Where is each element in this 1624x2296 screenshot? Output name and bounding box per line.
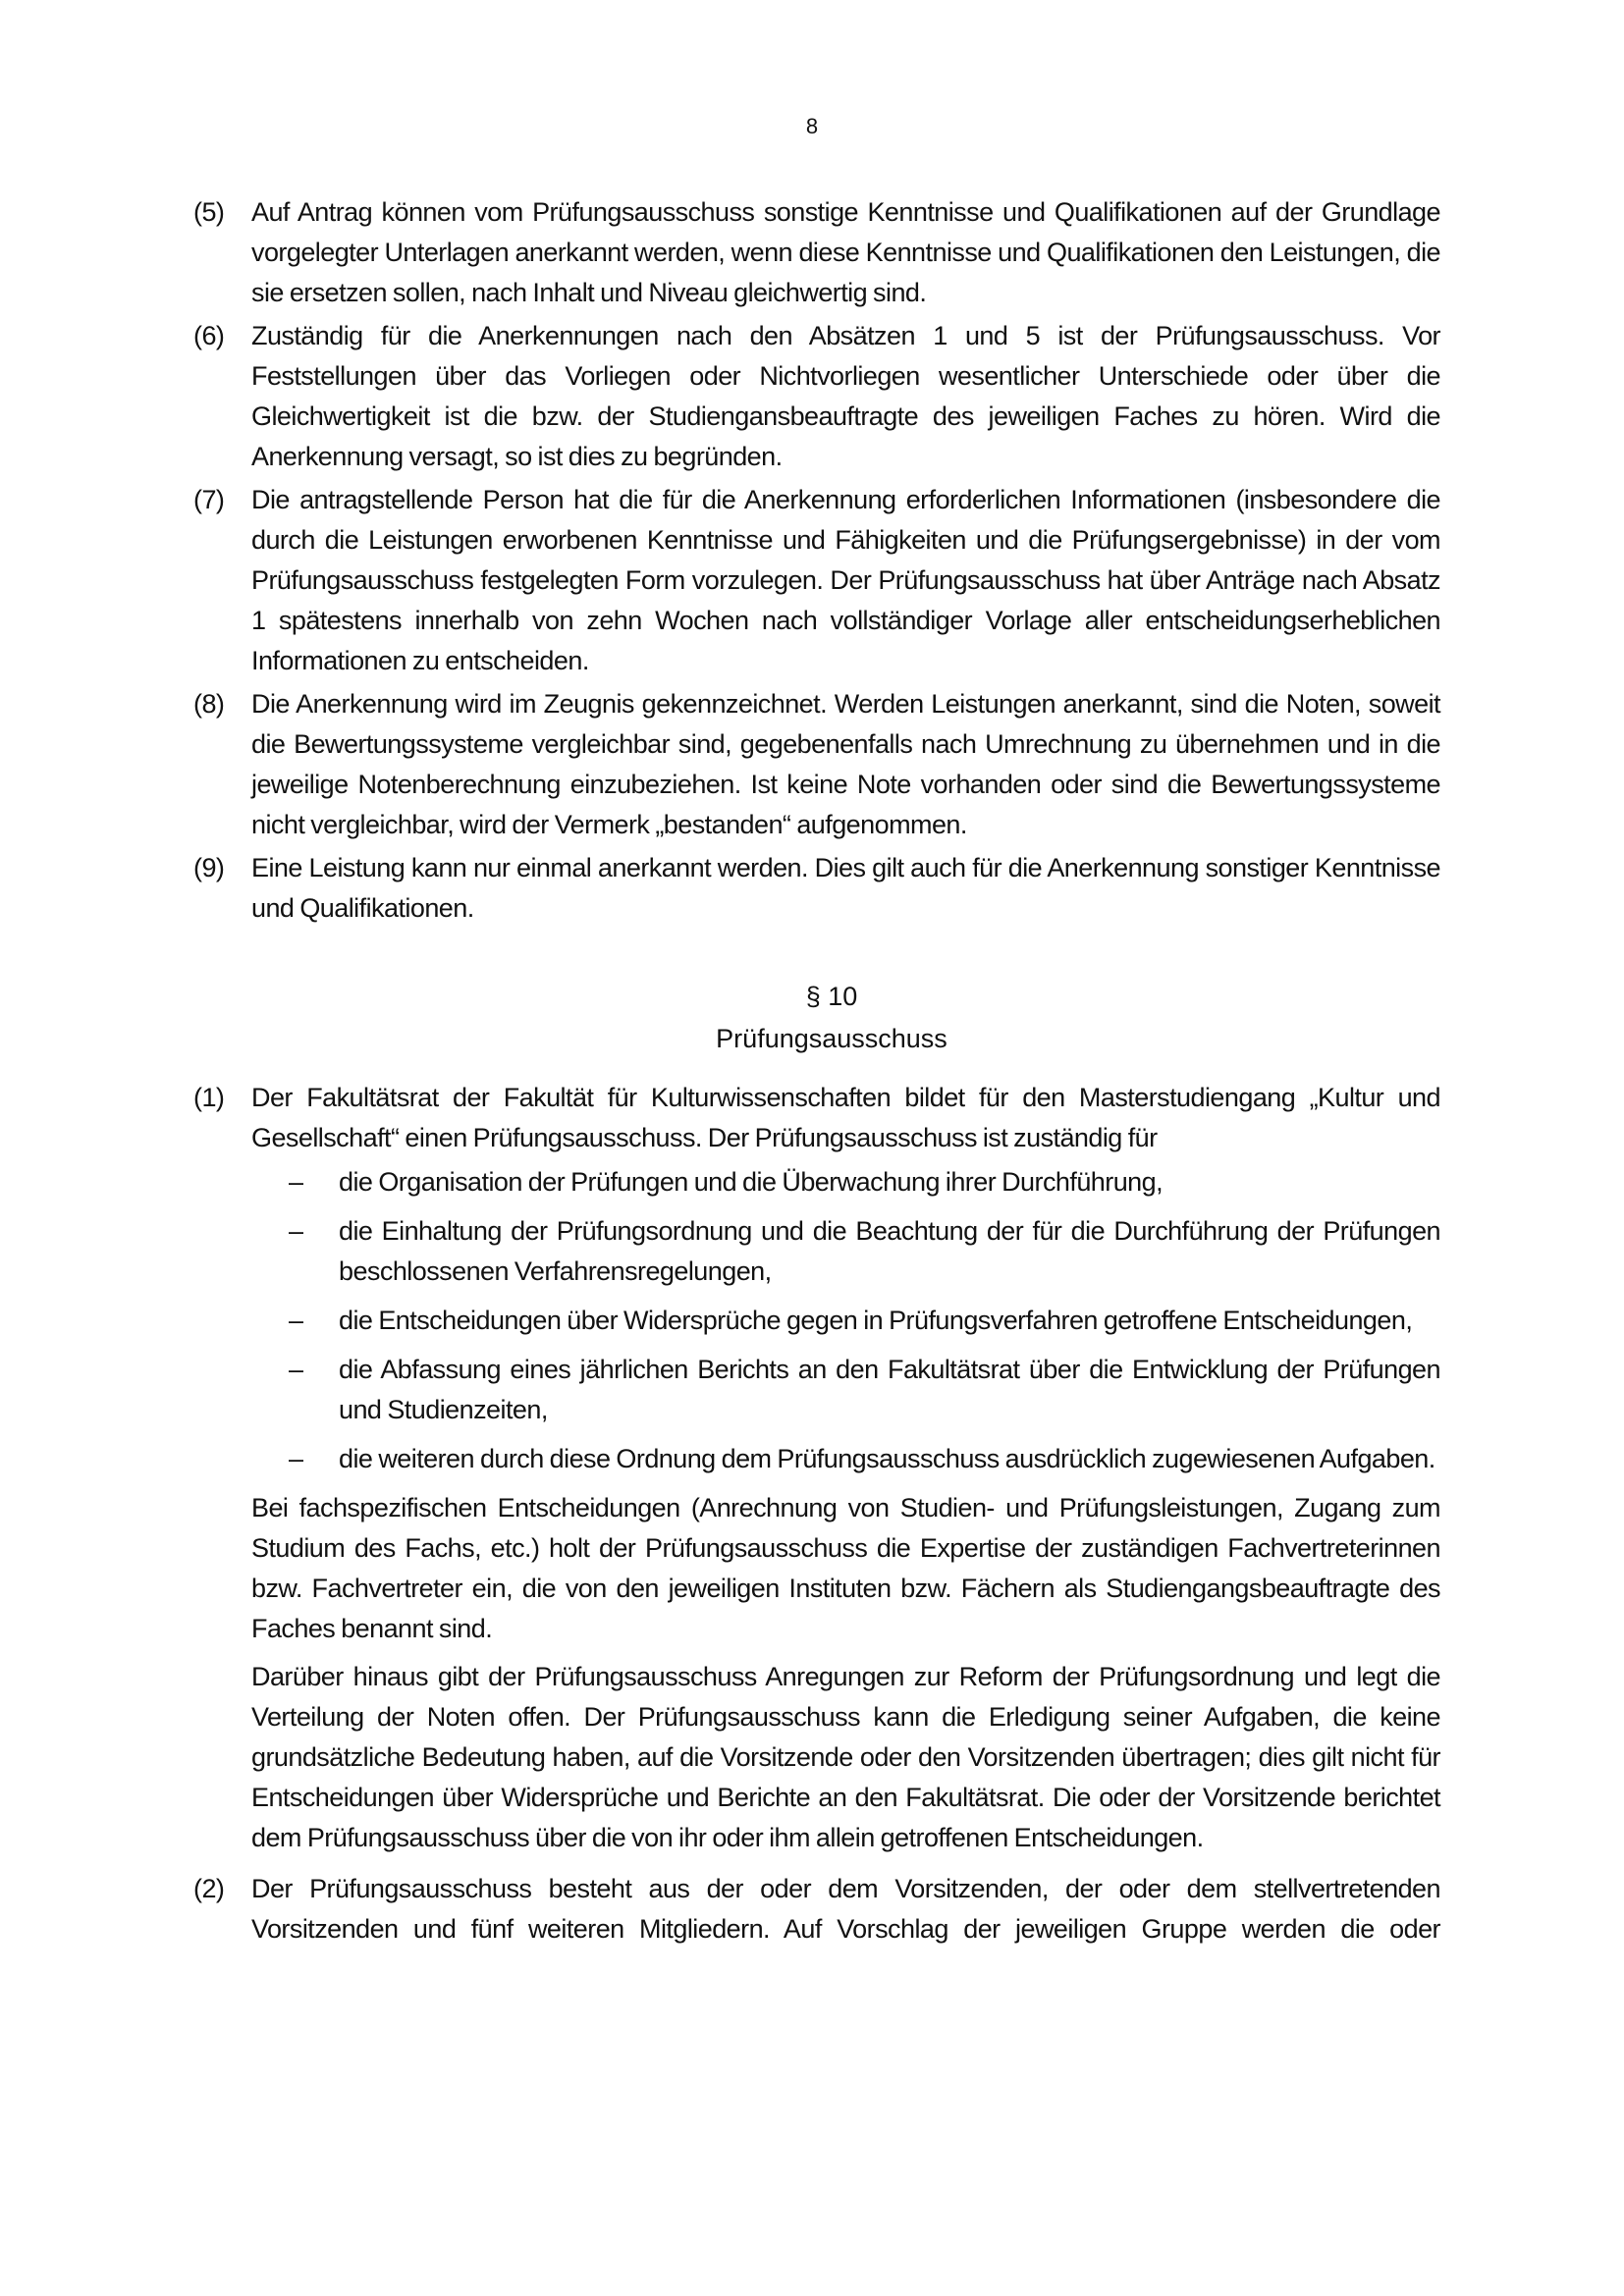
paragraph-9: [193, 848, 1440, 929]
page-number: 8: [805, 114, 819, 138]
paragraph-text: Der Prüfungsausschuss besteht aus der oder dem Vorsitzenden, der oder dem stellvertretenden Vorsitzenden und fünf weiteren Mitgliedern. Auf Vorschlag der jeweiligen Gruppe werden die oder: [251, 1874, 1440, 1944]
paragraph-text: Die Anerkennung wird im Zeugnis gekennzeichnet. Werden Leistungen anerkannt, sind die Noten, soweit die Bewertungssysteme vergleichbar sind, gegebenenfalls nach Umrechnung zu übernehmen und in die jeweilige Notenberechnung einzubeziehen. Ist keine Note vorhanden oder sind die Bewertungssysteme nicht vergleichbar, wird der Vermerk „bestanden“ aufgenommen.: [251, 689, 1440, 839]
paragraph-number: (8): [193, 689, 225, 719]
list-item: – die Abfassung eines jährlichen Berichts an den Fakultätsrat über die Entwicklung der Prüfungen und Studienzeiten,: [251, 1350, 1440, 1430]
section-paragraph-1: [193, 1078, 1440, 1866]
section-number: § 10: [805, 982, 858, 1011]
dash-bullet: –: [289, 1355, 303, 1384]
dash-bullet: –: [289, 1444, 303, 1473]
paragraph-number: (5): [193, 197, 225, 227]
paragraph-5: [193, 192, 1440, 313]
list-item: – die weiteren durch diese Ordnung dem Prüfungsausschuss ausdrücklich zugewiesenen Aufgaben.: [251, 1439, 1440, 1479]
paragraph-7: [193, 480, 1440, 681]
paragraph-6: [193, 316, 1440, 477]
section-heading: [193, 976, 1440, 1060]
paragraph-text: Die antragstellende Person hat die für die Anerkennung erforderlichen Informationen (insbesondere die durch die Leistungen erworbenen Kenntnisse und Fähigkeiten und die Prüfungsergebnisse) in der vom Prüfungsausschuss festgelegten Form vorzulegen. Der Prüfungsausschuss hat über Anträge nach Absatz 1 spätestens innerhalb von zehn Wochen nach vollständiger Vorlage aller entscheidungserheblichen Informationen zu entscheiden.: [251, 485, 1440, 675]
paragraph-number: (2): [193, 1874, 225, 1903]
list-item: – die Organisation der Prüfungen und die Überwachung ihrer Durchführung,: [251, 1162, 1440, 1202]
section-paragraph-2: [193, 1869, 1440, 1949]
paragraph-intro: Der Fakultätsrat der Fakultät für Kulturwissenschaften bildet für den Masterstudiengang „Kultur und Gesellschaft“ einen Prüfungsausschuss. Der Prüfungsausschuss ist zuständig für: [251, 1083, 1440, 1152]
section-title: Prüfungsausschuss: [716, 1024, 947, 1053]
dash-bullet: –: [289, 1306, 303, 1335]
list-item: – die Einhaltung der Prüfungsordnung und die Beachtung der für die Durchführung der Prüfungen beschlossenen Verfahrensregelungen,: [251, 1211, 1440, 1292]
paragraph-text: Eine Leistung kann nur einmal anerkannt werden. Dies gilt auch für die Anerkennung sonstiger Kenntnisse und Qualifikationen.: [251, 853, 1440, 923]
responsibility-list: [251, 1162, 1440, 1479]
dash-bullet: –: [289, 1167, 303, 1197]
paragraph-8: [193, 684, 1440, 845]
dash-bullet: –: [289, 1216, 303, 1246]
paragraph-followup: Bei fachspezifischen Entscheidungen (Anrechnung von Studien- und Prüfungsleistungen, Zugang zum Studium des Fachs, etc.) holt der Prüfungsausschuss die Expertise der zuständigen Fachvertreterinnen bzw. Fachvertreter ein, die von den jeweiligen Instituten bzw. Fächern als Studiengangsbeauftragte des Faches benannt sind.: [251, 1493, 1440, 1643]
paragraph-number: (7): [193, 485, 225, 514]
paragraph-followup: Darüber hinaus gibt der Prüfungsausschuss Anregungen zur Reform der Prüfungsordnung und legt die Verteilung der Noten offen. Der Prüfungsausschuss kann die Erledigung seiner Aufgaben, die keine grundsätzliche Bedeutung haben, auf die Vorsitzende oder den Vorsitzenden übertragen; dies gilt nicht für Entscheidungen über Widersprüche und Berichte an den Fakultätsrat. Die oder der Vorsitzende berichtet dem Prüfungsausschuss über die von ihr oder ihm allein getroffenen Entscheidungen.: [251, 1662, 1440, 1852]
list-item: – die Entscheidungen über Widersprüche gegen in Prüfungsverfahren getroffene Entscheidungen,: [251, 1301, 1440, 1341]
paragraph-text: Auf Antrag können vom Prüfungsausschuss sonstige Kenntnisse und Qualifikationen auf der Grundlage vorgelegter Unterlagen anerkannt werden, wenn diese Kenntnisse und Qualifikationen den Leistungen, die sie ersetzen sollen, nach Inhalt und Niveau gleichwertig sind.: [251, 197, 1440, 307]
paragraph-number: (1): [193, 1083, 225, 1112]
document-body: [193, 192, 1440, 1952]
paragraph-text: Zuständig für die Anerkennungen nach den Absätzen 1 und 5 ist der Prüfungsausschuss. Vor Feststellungen über das Vorliegen oder Nichtvorliegen wesentlicher Unterschiede oder über die Gleichwertigkeit ist die bzw. der Studiengansbeauftragte des jeweiligen Faches zu hören. Wird die Anerkennung versagt, so ist dies zu begründen.: [251, 321, 1440, 471]
paragraph-number: (9): [193, 853, 225, 882]
paragraph-number: (6): [193, 321, 225, 350]
